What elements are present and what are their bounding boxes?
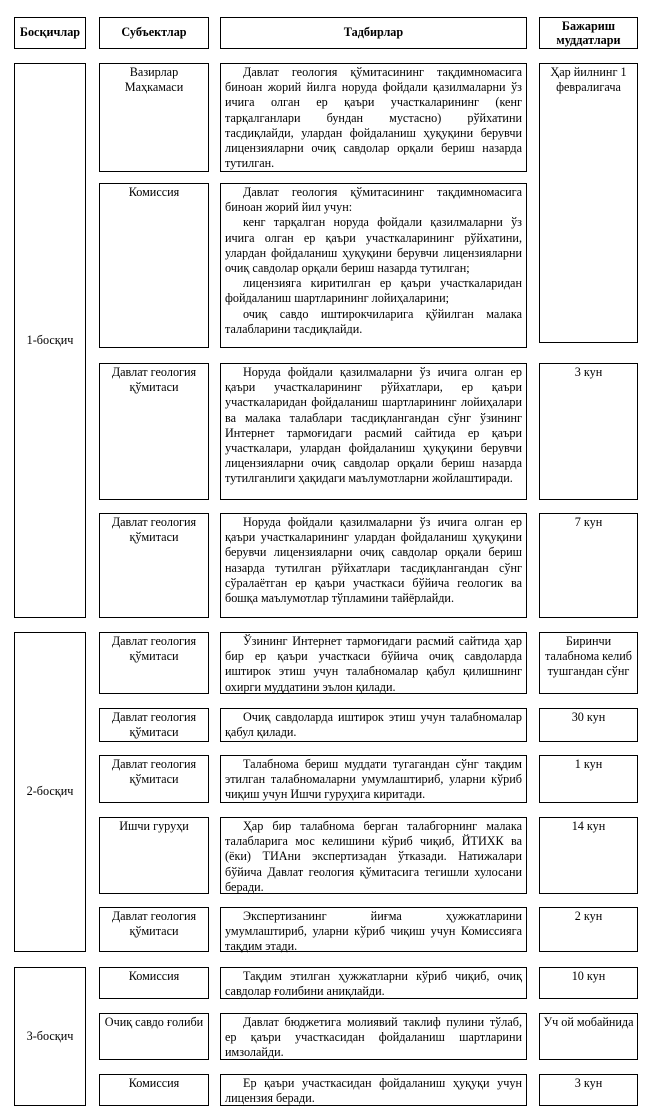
deadline-cell <box>539 363 638 500</box>
deadline-cell <box>539 1074 638 1106</box>
subject-label: Комиссия <box>128 185 180 199</box>
deadline-text: Биринчи талабнома келиб тушгандан сўнг <box>545 634 632 679</box>
deadline-cell <box>539 513 638 618</box>
deadline-text: Ҳар йилнинг 1 февралигача <box>550 65 627 95</box>
subject-cell <box>99 363 209 500</box>
stage-1-label: 1-босқич <box>26 332 74 347</box>
subject-label: Ишчи гуруҳи <box>119 819 189 833</box>
deadline-text: 10 кун <box>571 969 606 983</box>
subject-cell <box>99 513 209 618</box>
deadline-cell <box>539 632 638 694</box>
action-cell <box>220 907 527 952</box>
action-cell <box>220 708 527 742</box>
action-cell <box>220 1074 527 1106</box>
action-cell <box>220 1013 527 1060</box>
subject-label: Давлат геология қўмитаси <box>111 710 197 740</box>
subject-cell <box>99 183 209 348</box>
action-text: Очиқ савдоларда иштирок этиш учун талабномалар қабул қилади. <box>225 710 522 740</box>
action-text: Норуда фойдали қазилмаларни ўз ичига олган ер қаъри участкаларининг улардан фойдаланиш ҳуқуқини берувчи лицензияларни очиқ савдолар орқали бериш назарда тутилган рўйхатлари тасдиқлангандан сўнг сўралаётган ер қаъри участкаси бўйича геологик ва бошқа маълумотлар тўпламини тайёрлайди. <box>225 515 522 606</box>
deadline-cell <box>539 708 638 742</box>
subject-label: Давлат геология қўмитаси <box>111 757 197 787</box>
action-text: Талабнома бериш муддати тугагандан сўнг тақдим этилган талабномаларни умумлаштириб, уларни кўриб чиқиш учун Ишчи гуруҳига киритади. <box>225 757 522 802</box>
subject-label: Давлат геология қўмитаси <box>111 634 197 664</box>
stage-2-label: 2-босқич <box>26 784 74 799</box>
deadline-text: Уч ой мобайнида <box>543 1015 634 1029</box>
stage-1-cell <box>14 63 86 618</box>
header-subjects <box>99 17 209 49</box>
deadline-cell <box>539 967 638 999</box>
stage-3-cell <box>14 967 86 1106</box>
deadline-text: 7 кун <box>574 515 603 529</box>
deadline-cell <box>539 755 638 803</box>
subject-label: Давлат геология қўмитаси <box>111 909 197 939</box>
deadline-text: 14 кун <box>571 819 606 833</box>
action-cell <box>220 817 527 894</box>
deadline-cell <box>539 907 638 952</box>
subject-cell <box>99 817 209 894</box>
header-deadline-label: Бажариш муддатлари <box>556 19 621 47</box>
deadline-text: 30 кун <box>571 710 606 724</box>
action-text: Тақдим этилган ҳужжатларни кўриб чиқиб, очиқ савдолар ғолибини аниқлайди. <box>225 969 522 999</box>
action-cell <box>220 967 527 999</box>
header-stages-label: Босқичлар <box>19 25 81 40</box>
subject-label: Давлат геология қўмитаси <box>111 515 197 545</box>
header-actions-label: Тадбирлар <box>343 25 404 40</box>
action-text: Давлат геология қўмитасининг тақдимномасига биноан жорий йил учун: <box>225 185 522 215</box>
deadline-text: 2 кун <box>574 909 603 923</box>
action-item: лицензияга киритилган ер қаъри участкаларидан фойдаланиш шартларининг лойиҳаларини; <box>225 276 522 306</box>
header-deadline <box>539 17 638 49</box>
action-cell <box>220 183 527 348</box>
header-actions <box>220 17 527 49</box>
deadline-text: 1 кун <box>574 757 603 771</box>
action-cell <box>220 363 527 500</box>
header-subjects-label: Субъектлар <box>121 25 187 40</box>
deadline-cell <box>539 63 638 343</box>
stage-3-label: 3-босқич <box>26 1028 74 1043</box>
action-cell <box>220 63 527 172</box>
subject-label: Комиссия <box>128 1076 180 1090</box>
subject-cell <box>99 708 209 742</box>
action-text: Давлат бюджетига молиявий таклиф пулини тўлаб, ер қаъри участкасидан фойдаланиш шартларини имзолайди. <box>225 1015 522 1060</box>
subject-cell <box>99 63 209 172</box>
subject-cell <box>99 907 209 952</box>
action-cell <box>220 755 527 803</box>
subject-label: Давлат геология қўмитаси <box>111 365 197 395</box>
action-text: Экспертизанинг йиғма ҳужжатларини умумлаштириб, уларни кўриб чиқиш учун Комиссияга тақдим этади. <box>225 909 522 954</box>
subject-cell <box>99 1013 209 1060</box>
subject-cell <box>99 1074 209 1106</box>
action-item: кенг тарқалган норуда фойдали қазилмаларни ўз ичига олган ер қаъри участкаларининг рўйхатини, улардан фойдаланиш ҳуқуқини берувчи лицензияларни очиқ савдолар орқали бериш назарда тутилган; <box>225 215 522 276</box>
action-text: Давлат геология қўмитасининг тақдимномасига биноан жорий йилга норуда фойдали қазилмаларни ўз ичига олган ер қаъри участкаларининг (кенг тарқалганлари бундан мустасно) рўйхатини тасдиқлайди, улардан фойдаланиш ҳуқуқини берувчи лицензияларни очиқ савдолар орқали бериш назарда тутилган. <box>225 65 522 171</box>
subject-cell <box>99 967 209 999</box>
action-item: очиқ савдо иштирокчиларига қўйилган малака талабларини тасдиқлайди. <box>225 306 522 336</box>
subject-label: Вазирлар Маҳкамаси <box>124 65 184 95</box>
deadline-text: 3 кун <box>574 1076 603 1090</box>
action-text: Ҳар бир талабнома берган талабгорнинг малака талабларига мос келишини кўриб чиқиб, ЙТИХК ва (ёки) ТИАни экспертизадан ўтказади. Натижалари бўйича Давлат геология қўмитасига тегишли хулосани беради. <box>225 819 522 894</box>
deadline-cell <box>539 817 638 894</box>
action-text: Ўзининг Интернет тармоғидаги расмий сайтида ҳар бир ер қаъри участкаси бўйича очиқ савдоларда иштирок этиш учун талабномалар қабул қилишнинг охирги муддатини эълон қилади. <box>225 634 522 694</box>
subject-label: Очиқ савдо ғолиби <box>104 1015 204 1029</box>
header-stages <box>14 17 86 49</box>
action-cell <box>220 632 527 694</box>
action-text: Норуда фойдали қазилмаларни ўз ичига олган ер қаъри участкаларининг рўйхатлари, ер қаъри участкаларидан фойдаланиш шартларининг лойиҳалари ва малака талаблари тасдиқлангандан сўнг ўзининг Интернет тармоғидаги расмий сайтида ер қаъри участкалари, улардан фойдаланиш ҳуқуқини берувчи лицензияларни очиқ савдолар орқали бериш назарда тутилганлиги ҳақидаги маълумотларни жойлаштиради. <box>225 365 522 486</box>
subject-cell <box>99 632 209 694</box>
action-cell <box>220 513 527 618</box>
subject-label: Комиссия <box>128 969 180 983</box>
subject-cell <box>99 755 209 803</box>
deadline-text: 3 кун <box>574 365 603 379</box>
action-text: Ер қаъри участкасидан фойдаланиш ҳуқуқи учун лицензия беради. <box>225 1076 522 1106</box>
stage-2-cell <box>14 632 86 952</box>
deadline-cell <box>539 1013 638 1060</box>
